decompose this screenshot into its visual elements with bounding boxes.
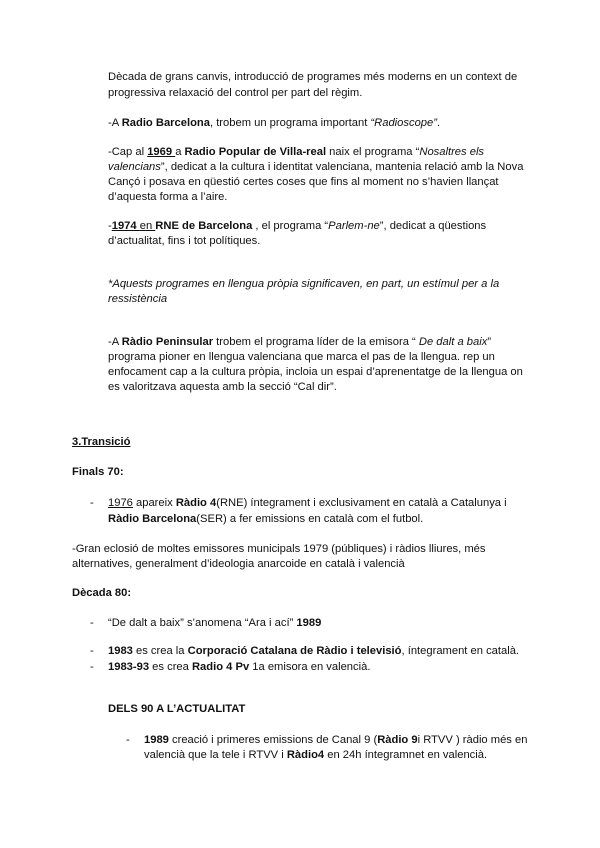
paragraph-villareal-line-3: Cançó i posava en qüestió certes coses que fins al moment no s’havien llançat — [108, 176, 499, 188]
decada-80-item-2: 1983 es crea la Corporació Catalana de Ràdio i televisió, íntegrament en català. — [108, 645, 520, 657]
paragraph-peninsular-line-2: programa pioner en llengua valenciana que marca el pas de la llengua. rep un — [108, 351, 495, 363]
intro-line-1: Dècada de grans canvis, introducció de programes més moderns en un context de — [108, 71, 518, 83]
paragraph-peninsular-line-4: es valoritzava aquesta amb la secció “Cal dir”. — [108, 381, 337, 393]
decada-80-item-3: 1983-93 es crea Radio 4 Pv 1a emisora en valencià. — [108, 661, 371, 673]
finals-70-item-1-line-1: 1976 apareix Ràdio 4(RNE) íntegrament i exclusivament en català a Catalunya i — [108, 497, 507, 509]
decada-80-heading: Dècada 80: — [72, 587, 132, 599]
paragraph-villareal-line-2: valencians”, dedicat a la cultura i identitat valenciana, mantenia relació amb la Nova — [108, 161, 524, 173]
section-title: 3.Transició — [72, 436, 131, 448]
note-line-1: *Aquests programes en llengua pròpia significaven, en part, un estímul per a la — [108, 278, 500, 290]
finals-70-item-1-line-2: Ràdio Barcelona(SER) a fer emissions en català com el futbol. — [108, 513, 424, 525]
paragraph-villareal-line-4: d’aquesta forma a l’aire. — [108, 191, 228, 203]
finals-70-heading: Finals 70: — [72, 466, 124, 478]
dels-90-item-1-line-2: valencià que la tele i RTVV i Ràdio4 en 24h íntegramnet en valencià. — [144, 749, 488, 761]
paragraph-rne-line-1: -1974 en RNE de Barcelona , el programa “Parlem-ne”, dedicat a qüestions — [108, 220, 487, 232]
note-line-2: ressistència — [108, 293, 168, 305]
paragraph-peninsular-line-1: -A Ràdio Peninsular trobem el programa líder de la emisora “ De dalt a baix” — [108, 336, 492, 348]
paragraph-radio-barcelona: -A Radio Barcelona, trobem un programa important “Radioscope”. — [108, 117, 441, 129]
bullet-dash: - — [90, 497, 94, 509]
bullet-dash: - — [90, 617, 94, 629]
bullet-dash: - — [90, 645, 94, 657]
finals-70-para-line-1: -Gran eclosió de moltes emissores municipals 1979 (públiques) i ràdios lliures, més — [72, 543, 486, 555]
finals-70-para-line-2: alternatives, generalment d’ideologia anarcoide en català i valencià — [72, 558, 405, 570]
paragraph-villareal-line-1: -Cap al 1969 a Radio Popular de Villa-real naix el programa “Nosaltres els — [108, 146, 485, 158]
dels-90-item-1-line-1: 1989 creació i primeres emissions de Canal 9 (Ràdio 9i RTVV ) ràdio més en — [144, 734, 528, 746]
intro-line-2: progressiva relaxació del control per part del règim. — [108, 87, 363, 99]
bullet-dash: - — [126, 734, 130, 746]
dels-90-heading: DELS 90 A L’ACTUALITAT — [108, 703, 246, 715]
decada-80-item-1: “De dalt a baix” s’anomena “Ara i ací” 1989 — [108, 617, 322, 629]
paragraph-rne-line-2: d’actualitat, fins i tot polítiques. — [108, 235, 261, 247]
paragraph-peninsular-line-3: enfocament cap a la cultura pròpia, incloia un espai d’aprenentatge de la llengua on — [108, 366, 523, 378]
bullet-dash: - — [90, 661, 94, 673]
